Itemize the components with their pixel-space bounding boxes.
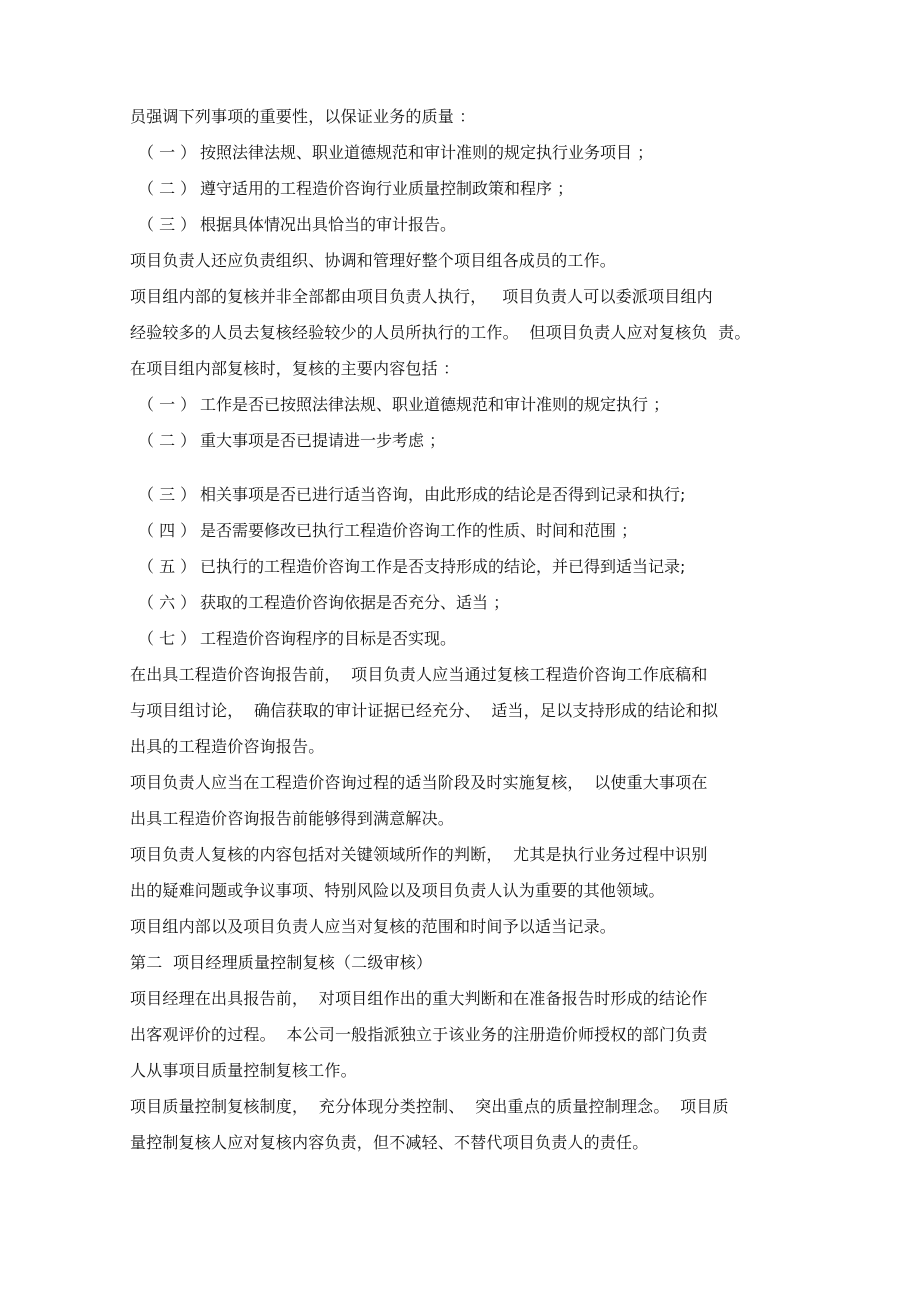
list-marker: （ 六 ）: [138, 593, 197, 612]
paragraph-line: 经验较多的人员去复核经验较少的人员所执行的工作。 但项目负责人应对复核负 责。: [130, 323, 751, 342]
list-item: [138, 592, 509, 614]
paragraph-line: 出具工程造价咨询报告前能够得到满意解决。: [130, 809, 455, 828]
list-item: [138, 394, 669, 416]
list-marker: （ 三 ）: [138, 485, 197, 504]
list-item: [138, 142, 653, 164]
list-item-text: 工程造价咨询程序的目标是否实现。: [200, 629, 457, 648]
list-marker: （ 五 ）: [138, 557, 197, 576]
list-marker: （ 七 ）: [138, 629, 197, 648]
list-marker: （ 一 ）: [138, 143, 197, 162]
list-item-text: 遵守适用的工程造价咨询行业质量控制政策和程序 ；: [200, 179, 574, 198]
paragraph-line: 人从事项目质量控制复核工作。: [130, 1061, 357, 1080]
paragraph-line: 员强调下列事项的重要性，以保证业务的质量 ：: [130, 107, 476, 126]
list-item: [138, 556, 685, 578]
paragraph-line: 项目质量控制复核制度， 充分体现分类控制、 突出重点的质量控制理念。 项目质: [130, 1097, 729, 1116]
list-item: [138, 178, 573, 200]
list-item-text: 相关事项是否已进行适当咨询，由此形成的结论是否得到记录和执行;: [200, 485, 686, 504]
paragraph-line: 在项目组内部复核时，复核的主要内容包括 ：: [130, 359, 460, 378]
paragraph-line: 项目负责人还应负责组织、协调和管理好整个项目组各成员的工作。: [130, 251, 617, 270]
list-item-text: 根据具体情况出具恰当的审计报告。: [200, 215, 457, 234]
paragraph-line: 出的疑难问题或争议事项、特别风险以及项目负责人认为重要的其他领域。: [130, 881, 665, 900]
list-marker: （ 一 ）: [138, 395, 197, 414]
paragraph-line: 量控制复核人应对复核内容负责，但不减轻、不替代项目负责人的责任。: [130, 1133, 649, 1152]
paragraph-line: 项目组内部以及项目负责人应当对复核的范围和时间予以适当记录。: [130, 917, 617, 936]
list-item: [138, 484, 685, 506]
list-item-text: 获取的工程造价咨询依据是否充分、适当 ；: [200, 593, 510, 612]
list-item: [138, 520, 637, 542]
paragraph-line: 出客观评价的过程。 本公司一般指派独立于该业务的注册造价师授权的部门负责: [130, 1025, 708, 1044]
paragraph-line: 出具的工程造价咨询报告。: [130, 737, 325, 756]
list-item: [138, 214, 456, 236]
paragraph-line: 项目负责人复核的内容包括对关键领域所作的判断， 尤其是执行业务过程中识别: [130, 845, 708, 864]
paragraph-line: 项目经理在出具报告前， 对项目组作出的重大判断和在准备报告时形成的结论作: [130, 989, 708, 1008]
list-marker: （ 二 ）: [138, 431, 197, 450]
list-marker: （ 四 ）: [138, 521, 197, 540]
paragraph-line: 在出具工程造价咨询报告前， 项目负责人应当通过复核工程造价咨询工作底稿和: [130, 665, 708, 684]
list-item: [138, 430, 445, 452]
paragraph-line: 项目组内部的复核并非全部都由项目负责人执行， 项目负责人可以委派项目组内: [130, 287, 713, 306]
list-item-text: 工作是否已按照法律法规、职业道德规范和审计准则的规定执行 ；: [200, 395, 670, 414]
list-item-text: 已执行的工程造价咨询工作是否支持形成的结论，并已得到适当记录;: [200, 557, 686, 576]
list-marker: （ 二 ）: [138, 179, 197, 198]
list-item-text: 按照法律法规、职业道德规范和审计准则的规定执行业务项目 ；: [200, 143, 654, 162]
paragraph-line: 与项目组讨论， 确信获取的审计证据已经充分、 适当，足以支持形成的结论和拟: [130, 701, 719, 720]
section-heading: 第二 项目经理质量控制复核（二级审核）: [130, 953, 433, 972]
list-item: [138, 628, 456, 650]
paragraph-line: 项目负责人应当在工程造价咨询过程的适当阶段及时实施复核， 以使重大事项在: [130, 773, 708, 792]
list-item-text: 重大事项是否已提请进一步考虑 ；: [200, 431, 446, 450]
list-marker: （ 三 ）: [138, 215, 197, 234]
list-item-text: 是否需要修改已执行工程造价咨询工作的性质、时间和范围 ；: [200, 521, 638, 540]
